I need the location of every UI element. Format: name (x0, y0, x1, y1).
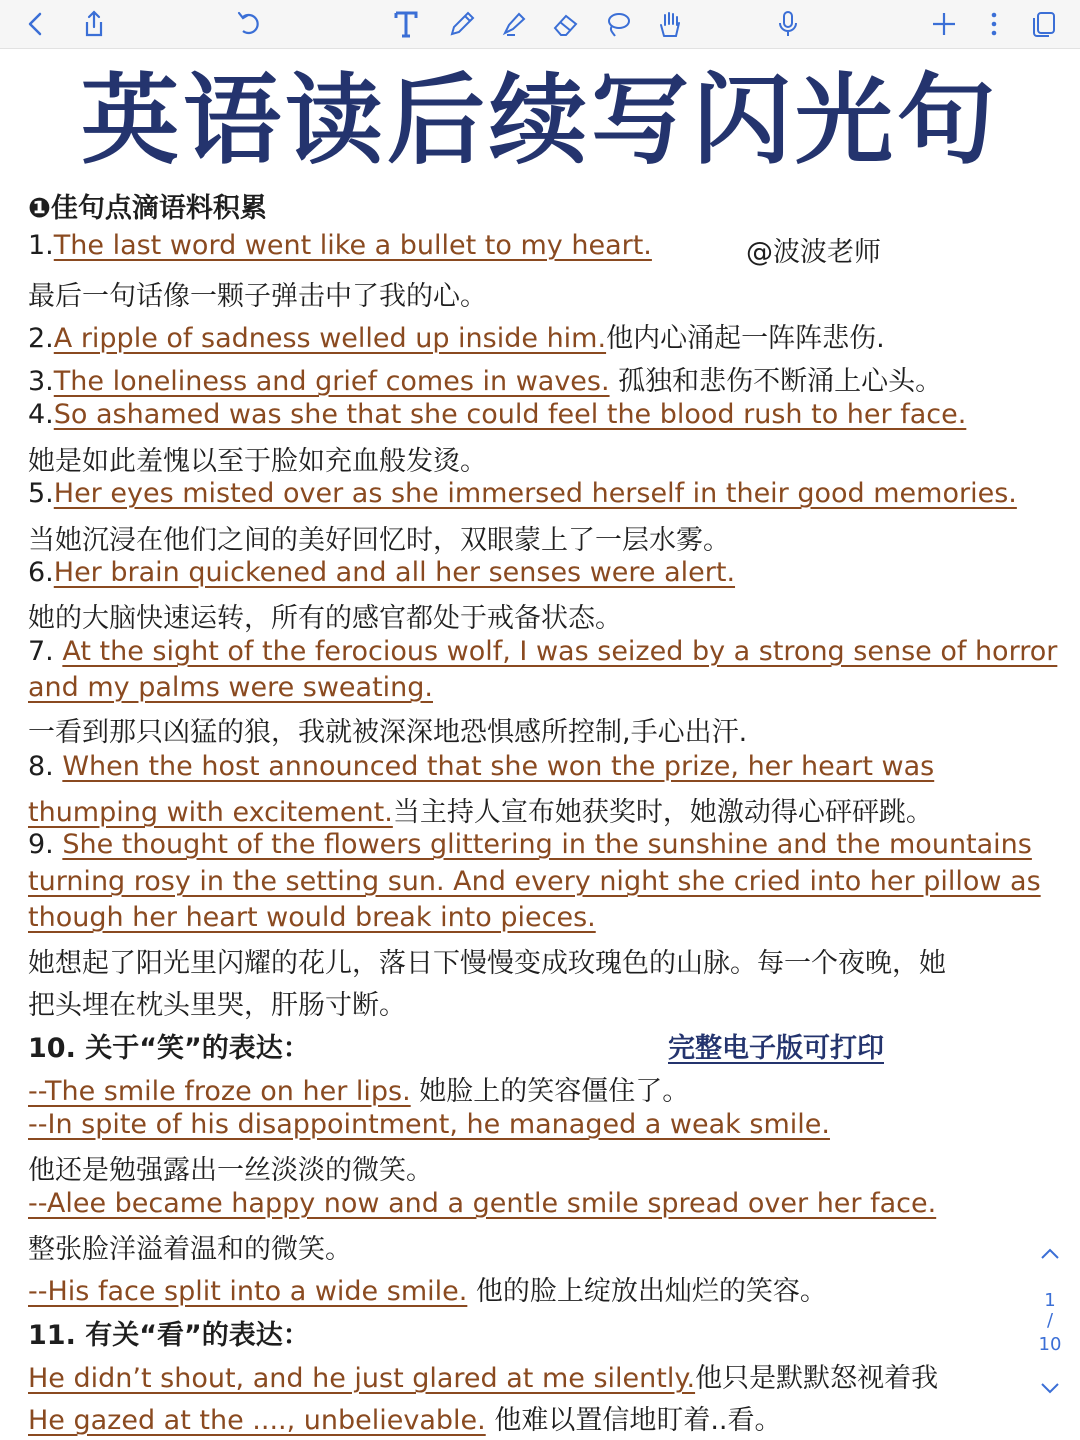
chinese-translation: 他只是默默怒视着我 (695, 1363, 939, 1394)
sentence-8 (28, 751, 934, 782)
page-title: 英语读后续写闪光句 (80, 64, 999, 178)
smile-expression-2: --In spite of his disappointment, he managed a weak smile. (28, 1109, 830, 1140)
smile-expression-1 (28, 1069, 689, 1108)
chevron-up-icon[interactable] (1038, 1246, 1062, 1262)
english-sentence: She thought of the flowers glittering in the sunshine and the mountains (62, 829, 1032, 860)
highlighter-icon[interactable] (496, 6, 532, 42)
sentence-1 (28, 230, 652, 261)
chinese-translation: 她想起了阳光里闪耀的花儿，落日下慢慢变成玫瑰色的山脉。每一个夜晚，她 (28, 948, 946, 979)
chinese-translation: 她脸上的笑容僵住了。 (410, 1076, 690, 1107)
english-sentence: He didn’t shout, and he just glared at me silently. (28, 1363, 696, 1394)
chinese-translation: 当她沉浸在他们之间的美好回忆时，双眼蒙上了一层水雾。 (28, 525, 730, 556)
more-icon[interactable] (976, 6, 1012, 42)
microphone-icon[interactable] (770, 6, 806, 42)
current-page: 1 (1044, 1290, 1056, 1311)
toolbar (0, 0, 1080, 49)
chinese-translation: 他还是勉强露出一丝淡淡的微笑。 (28, 1155, 433, 1186)
english-sentence: Her eyes misted over as she immersed herself in their good memories. (53, 478, 1017, 509)
chevron-left-icon[interactable] (18, 6, 54, 42)
look-expression-1 (28, 1356, 938, 1395)
sentence-number: 2. (28, 323, 54, 354)
chinese-translation: 他难以置信地盯着..看。 (485, 1405, 782, 1436)
sentence-4 (28, 399, 966, 430)
share-icon[interactable] (76, 6, 112, 42)
english-sentence: A ripple of sadness welled up inside him. (53, 323, 607, 354)
chinese-translation: 一看到那只凶猛的狼，我就被深深地恐惧感所控制,手心出汗. (28, 717, 748, 748)
sentence-number: 1. (28, 230, 54, 261)
eraser-icon[interactable] (548, 6, 584, 42)
sentence-6 (28, 557, 735, 588)
smile-expression-3: --Alee became happy now and a gentle smile spread over her face. (28, 1188, 937, 1219)
sentence-9 (28, 829, 1032, 860)
watermark: @波波老师 (746, 237, 881, 268)
hand-icon[interactable] (652, 6, 688, 42)
sentence-7 (28, 636, 1057, 667)
chinese-translation: 她是如此羞愧以至于脸如充血般发烫。 (28, 446, 487, 477)
english-sentence: Her brain quickened and all her senses were alert. (53, 557, 736, 588)
sentence-number: 3. (28, 366, 54, 397)
chinese-translation: 把头埋在枕头里哭，肝肠寸断。 (28, 990, 406, 1021)
sentence-number: 7. (28, 636, 63, 667)
english-sentence: The last word went like a bullet to my heart. (53, 230, 652, 261)
smile-expression-4 (28, 1269, 827, 1308)
chinese-translation: 孤独和悲伤不断涌上心头。 (609, 366, 943, 397)
chinese-translation: 他的脸上绽放出灿烂的笑容。 (467, 1276, 827, 1307)
english-sentence: When the host announced that she won the prize, her heart was (62, 751, 935, 782)
chinese-translation: 最后一句话像一颗子弹击中了我的心。 (28, 281, 487, 312)
sentence-number: 9. (28, 829, 63, 860)
pen-icon[interactable] (444, 6, 480, 42)
sentence-5 (28, 478, 1017, 509)
english-sentence: So ashamed was she that she could feel the blood rush to her face. (53, 399, 967, 430)
plus-icon[interactable] (926, 6, 962, 42)
sentence-number: 5. (28, 478, 54, 509)
english-sentence: At the sight of the ferocious wolf, I was seized by a strong sense of horror (62, 636, 1058, 667)
sentence-number: 6. (28, 557, 54, 588)
section-heading-look: 11. 有关“看”的表达： (28, 1320, 310, 1351)
lasso-icon[interactable] (600, 6, 636, 42)
chevron-down-icon[interactable] (1038, 1380, 1062, 1396)
english-sentence: The loneliness and grief comes in waves. (53, 366, 610, 397)
sentence-number: 4. (28, 399, 54, 430)
text-tool-icon[interactable] (388, 6, 424, 42)
english-sentence-cont: though her heart would break into pieces. (28, 902, 596, 933)
section-heading-smile: 10. 关于“笑”的表达： (28, 1033, 310, 1064)
sentence-number: 8. (28, 751, 63, 782)
chinese-translation: 整张脸洋溢着温和的微笑。 (28, 1234, 352, 1265)
english-sentence-cont: and my palms were sweating. (28, 672, 433, 703)
undo-icon[interactable] (232, 6, 268, 42)
printable-version-link[interactable]: 完整电子版可打印 (668, 1033, 884, 1064)
english-sentence: --His face split into a wide smile. (28, 1276, 468, 1307)
chinese-translation: 他内心涌起一阵阵悲伤. (606, 323, 885, 354)
english-sentence-cont: thumping with excitement. (28, 797, 393, 828)
english-sentence: He gazed at the ...., unbelievable. (28, 1405, 486, 1436)
sentence-8-cont (28, 790, 933, 829)
pages-icon[interactable] (1026, 6, 1062, 42)
section-heading: ❶佳句点滴语料积累 (28, 193, 267, 224)
page-separator: / (1046, 1310, 1054, 1331)
page-navigator (1030, 1240, 1070, 1400)
chinese-translation: 当主持人宣布她获奖时，她激动得心砰砰跳。 (392, 797, 933, 828)
look-expression-2 (28, 1398, 781, 1437)
sentence-3 (28, 359, 942, 398)
sentence-2 (28, 316, 885, 355)
english-sentence: --The smile froze on her lips. (28, 1076, 411, 1107)
chinese-translation: 她的大脑快速运转，所有的感官都处于戒备状态。 (28, 603, 622, 634)
english-sentence-cont: turning rosy in the setting sun. And every night she cried into her pillow as (28, 866, 1041, 897)
total-pages: 10 (1038, 1334, 1062, 1355)
